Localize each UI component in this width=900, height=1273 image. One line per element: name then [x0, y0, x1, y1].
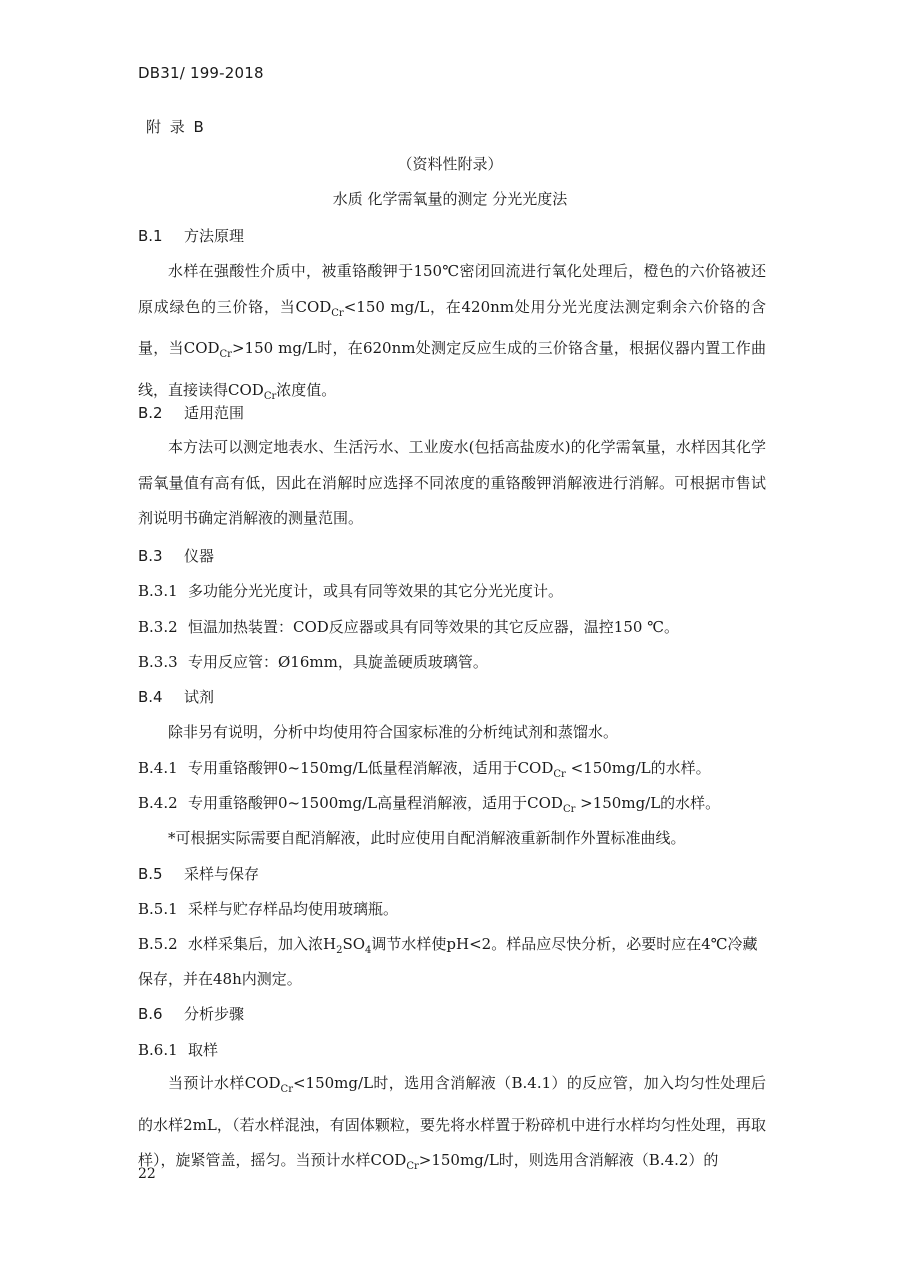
clause-b41 — [138, 757, 711, 780]
clause-b52 — [138, 933, 758, 956]
subscript: Cr — [406, 1161, 419, 1172]
subscript: Cr — [280, 1084, 293, 1095]
paragraph-b2: 本方法可以测定地表水、生活污水、工业废水(包括高盐废水)的化学需氧量，水样因其化学需氧量值有高有低，因此在消解时应选择不同浓度的重铬酸钾消解液进行消解。可根据市售试剂说明书确定消解液的测量范围。 — [138, 438, 766, 527]
section-number: B.1 — [138, 227, 163, 245]
text-run: <150 mg/L，在420nm处用分光光度法测定剩余六价铬的含量，当COD — [138, 297, 766, 357]
clause-b42 — [138, 792, 720, 815]
section-heading-b6 — [138, 1003, 244, 1024]
clause-b61 — [138, 1039, 218, 1060]
clause-b32 — [138, 616, 679, 637]
clause-text: 专用反应管：Ø16mm，具旋盖硬质玻璃管。 — [188, 653, 488, 671]
section-heading-b2 — [138, 402, 244, 423]
section-title: 仪器 — [184, 547, 215, 565]
clause-number: B.3.3 — [138, 653, 178, 671]
clause-number: B.6.1 — [138, 1041, 178, 1059]
paragraph-b1 — [138, 254, 766, 414]
section-title: 适用范围 — [184, 404, 245, 422]
clause-b31 — [138, 580, 563, 601]
text-run: 浓度值。 — [276, 380, 337, 399]
annex-title: 附 录 B — [146, 118, 206, 136]
section-title: 分析步骤 — [184, 1005, 245, 1023]
main-title: 水质 化学需氧量的测定 分光光度法 — [332, 190, 568, 208]
text-run: 专用重铬酸钾0~1500mg/L高量程消解液，适用于COD — [188, 794, 563, 812]
section-number: B.6 — [138, 1005, 163, 1023]
section-heading-b5 — [138, 863, 259, 884]
section-heading-b4 — [138, 686, 214, 707]
clause-number: B.4.2 — [138, 794, 178, 812]
subscript: Cr — [263, 390, 277, 402]
reagent-note: *可根据实际需要自配消解液，此时应使用自配消解液重新制作外置标准曲线。 — [168, 829, 686, 847]
clause-b52-continuation: 保存，并在48h内测定。 — [138, 970, 302, 988]
subscript: Cr — [553, 769, 566, 780]
clause-number: B.5.1 — [138, 900, 178, 918]
text-run: <150mg/L时，选用含消解液（B.4.1）的反应管，加入均匀性处理后的水样2mL，（若水样混浊，有固体颗粒，要先将水样置于粉碎机中进行水样均匀性处理，再取样），旋紧管盖，摇匀。当预计水样COD — [138, 1074, 766, 1169]
reagent-intro: 除非另有说明，分析中均使用符合国家标准的分析纯试剂和蒸馏水。 — [168, 723, 619, 741]
page-number: 22 — [138, 1166, 156, 1182]
subscript: Cr — [331, 307, 344, 319]
text-run: 专用重铬酸钾0~150mg/L低量程消解液，适用于COD — [188, 759, 554, 777]
clause-number: B.3.2 — [138, 618, 178, 636]
clause-text: 多功能分光光度计，或具有同等效果的其它分光光度计。 — [188, 582, 564, 600]
annex-type: （资料性附录） — [397, 155, 503, 173]
section-number: B.2 — [138, 404, 163, 422]
clause-b33 — [138, 651, 488, 672]
section-heading-b3 — [138, 545, 214, 566]
text-run: 水样在强酸性介质中，被重铬酸钾于150℃密闭回流进行氧化处理后，橙色的六价铬被还原成绿色的三价铬，当COD — [138, 262, 766, 316]
section-number: B.3 — [138, 547, 163, 565]
clause-number: B.3.1 — [138, 582, 178, 600]
clause-b51 — [138, 898, 398, 919]
section-title: 采样与保存 — [184, 865, 260, 883]
text-run: SO — [342, 935, 366, 953]
clause-title: 取样 — [188, 1041, 219, 1059]
section-title: 试剂 — [184, 688, 215, 706]
clause-number: B.4.1 — [138, 759, 178, 777]
subscript: Cr — [219, 349, 232, 360]
text-run: >150mg/L的水样。 — [575, 794, 721, 812]
subscript: Cr — [562, 804, 576, 815]
subscript: 2 — [336, 945, 343, 956]
text-run: >150mg/L时，则选用含消解液（B.4.2）的 — [418, 1151, 719, 1169]
text-run: <150mg/L的水样。 — [565, 759, 711, 777]
subscript: 4 — [365, 945, 372, 956]
text-run: >150 mg/L时，在620nm处测定反应生成的三价铬含量，根据仪器内置工作曲线，直接读得COD — [138, 339, 766, 399]
text-run: 调节水样使pH<2。样品应尽快分析，必要时应在4℃冷藏 — [371, 935, 758, 953]
section-title: 方法原理 — [184, 227, 245, 245]
clause-text: 恒温加热装置：COD反应器或具有同等效果的其它反应器，温控150 ℃。 — [188, 618, 679, 636]
text-run: 当预计水样COD — [168, 1074, 281, 1092]
section-number: B.4 — [138, 688, 163, 706]
section-heading-b1 — [138, 225, 244, 246]
document-id: DB31/ 199-2018 — [138, 64, 264, 82]
clause-number: B.5.2 — [138, 935, 178, 953]
paragraph-b61 — [138, 1066, 766, 1185]
text-run: 水样采集后，加入浓H — [188, 935, 337, 953]
clause-text: 采样与贮存样品均使用玻璃瓶。 — [188, 900, 399, 918]
section-number: B.5 — [138, 865, 163, 883]
